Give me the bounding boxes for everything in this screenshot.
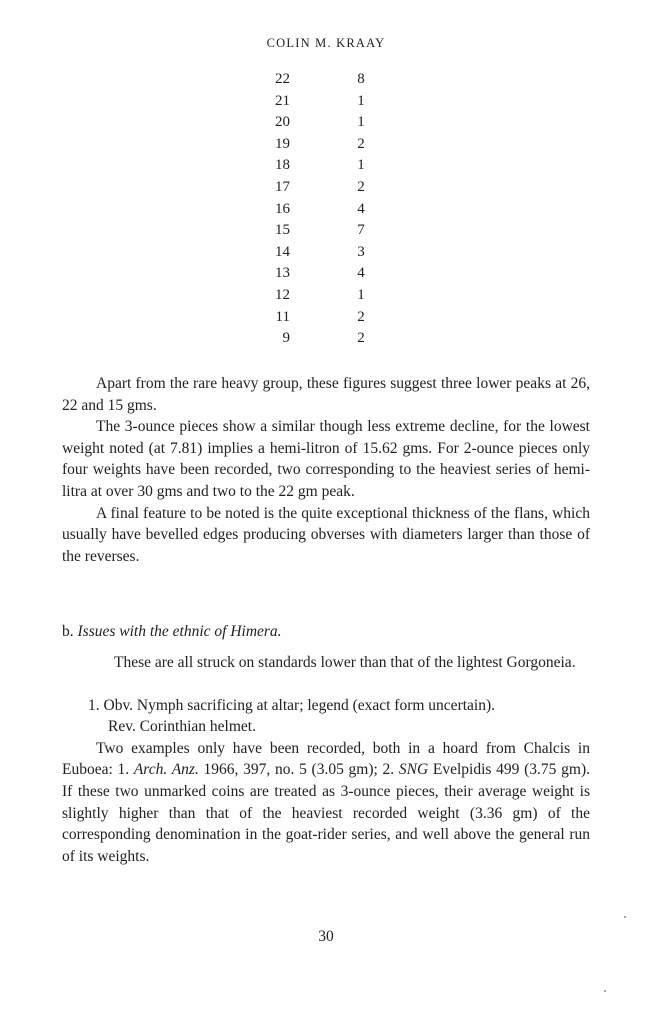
count-value: 1 bbox=[357, 286, 365, 303]
reference-sng: SNG bbox=[398, 761, 429, 779]
examples-text-2: 1966, 397, no. 5 (3.05 gm); 2. bbox=[198, 761, 399, 779]
table-row bbox=[262, 307, 382, 329]
count-value: 4 bbox=[357, 200, 365, 217]
section-label: b. bbox=[62, 623, 74, 640]
table-row bbox=[262, 177, 382, 199]
table-row bbox=[262, 199, 382, 221]
count-value: 4 bbox=[357, 265, 365, 282]
weight-value: 20 bbox=[275, 114, 290, 131]
count-value: 2 bbox=[357, 135, 365, 152]
paragraph-examples bbox=[62, 738, 590, 868]
weight-value: 17 bbox=[275, 178, 290, 195]
table-row bbox=[262, 112, 382, 134]
item-1-reverse: Rev. Corinthian helmet. bbox=[108, 718, 256, 736]
table-row bbox=[262, 91, 382, 113]
body-text-lower bbox=[62, 652, 590, 867]
count-value: 2 bbox=[357, 308, 365, 325]
table-row bbox=[262, 155, 382, 177]
count-value: 1 bbox=[357, 157, 365, 174]
reference-arch-anz: Arch. Anz. bbox=[133, 761, 199, 779]
count-value: 1 bbox=[357, 92, 365, 109]
section-intro: These are all struck on standards lower than that of the lightest Gorgoneia. bbox=[114, 654, 576, 671]
count-value: 1 bbox=[357, 114, 365, 131]
item-1-obverse: 1. Obv. Nymph sacrificing at altar; legend (exact form uncertain). bbox=[88, 696, 496, 714]
count-value: 2 bbox=[357, 330, 365, 347]
table-row bbox=[262, 285, 382, 307]
table-row bbox=[262, 328, 382, 350]
scan-speck bbox=[604, 990, 606, 992]
paragraph-three-ounce: The 3-ounce pieces show a similar though less extreme decline, for the lowest weight noted (at 7.81) implies a hemi-litron of 15.62 gms. For 2-ounce pieces only four weights have been recorded, two corresponding to the heaviest series of hemi-litra at over 30 gms and two to the 22 gm peak. bbox=[62, 418, 590, 500]
weight-value: 19 bbox=[275, 135, 290, 152]
weight-value: 16 bbox=[275, 200, 290, 217]
paragraph-peaks: Apart from the rare heavy group, these figures suggest three lower peaks at 26, 22 and 15 gms. bbox=[62, 375, 590, 414]
count-value: 8 bbox=[357, 71, 365, 87]
count-value: 2 bbox=[357, 178, 365, 195]
table-row bbox=[262, 220, 382, 242]
table-row bbox=[262, 242, 382, 264]
scan-speck bbox=[624, 916, 626, 918]
weight-value: 9 bbox=[282, 330, 290, 347]
count-value: 7 bbox=[357, 222, 365, 239]
page-number: 30 bbox=[318, 928, 334, 945]
weight-value: 15 bbox=[275, 222, 290, 239]
weight-frequency-table bbox=[262, 69, 382, 350]
count-value: 3 bbox=[357, 243, 365, 260]
weight-value: 18 bbox=[275, 157, 290, 174]
running-header: COLIN M. KRAAY bbox=[266, 36, 386, 50]
weight-value: 13 bbox=[275, 265, 290, 282]
weight-value: 22 bbox=[275, 71, 290, 87]
section-heading bbox=[62, 621, 282, 643]
examples-text-3: Evelpidis 499 (3.75 gm). If these two unmarked coins are treated as 3-ounce pieces, their average weight is slightly higher than that of the heaviest recorded weight (3.36 gm) of the corresponding denomination in the goat-rider series, and well above the general run of its weights. bbox=[62, 761, 590, 865]
table-row bbox=[262, 134, 382, 156]
table-row bbox=[262, 263, 382, 285]
weight-value: 12 bbox=[275, 286, 290, 303]
paragraph-flans: A final feature to be noted is the quite exceptional thickness of the flans, which usually have bevelled edges producing obverses with diameters larger than those of the reverses. bbox=[62, 504, 590, 565]
weight-value: 21 bbox=[275, 92, 290, 109]
table-row bbox=[262, 69, 382, 91]
examples-text-1: Two examples only have been recorded, both in a hoard from Chalcis in Euboea: 1. bbox=[62, 739, 590, 779]
weight-value: 14 bbox=[275, 243, 290, 260]
section-title: Issues with the ethnic of Himera. bbox=[77, 623, 282, 640]
body-text-upper bbox=[62, 373, 590, 567]
weight-value: 11 bbox=[275, 308, 290, 325]
